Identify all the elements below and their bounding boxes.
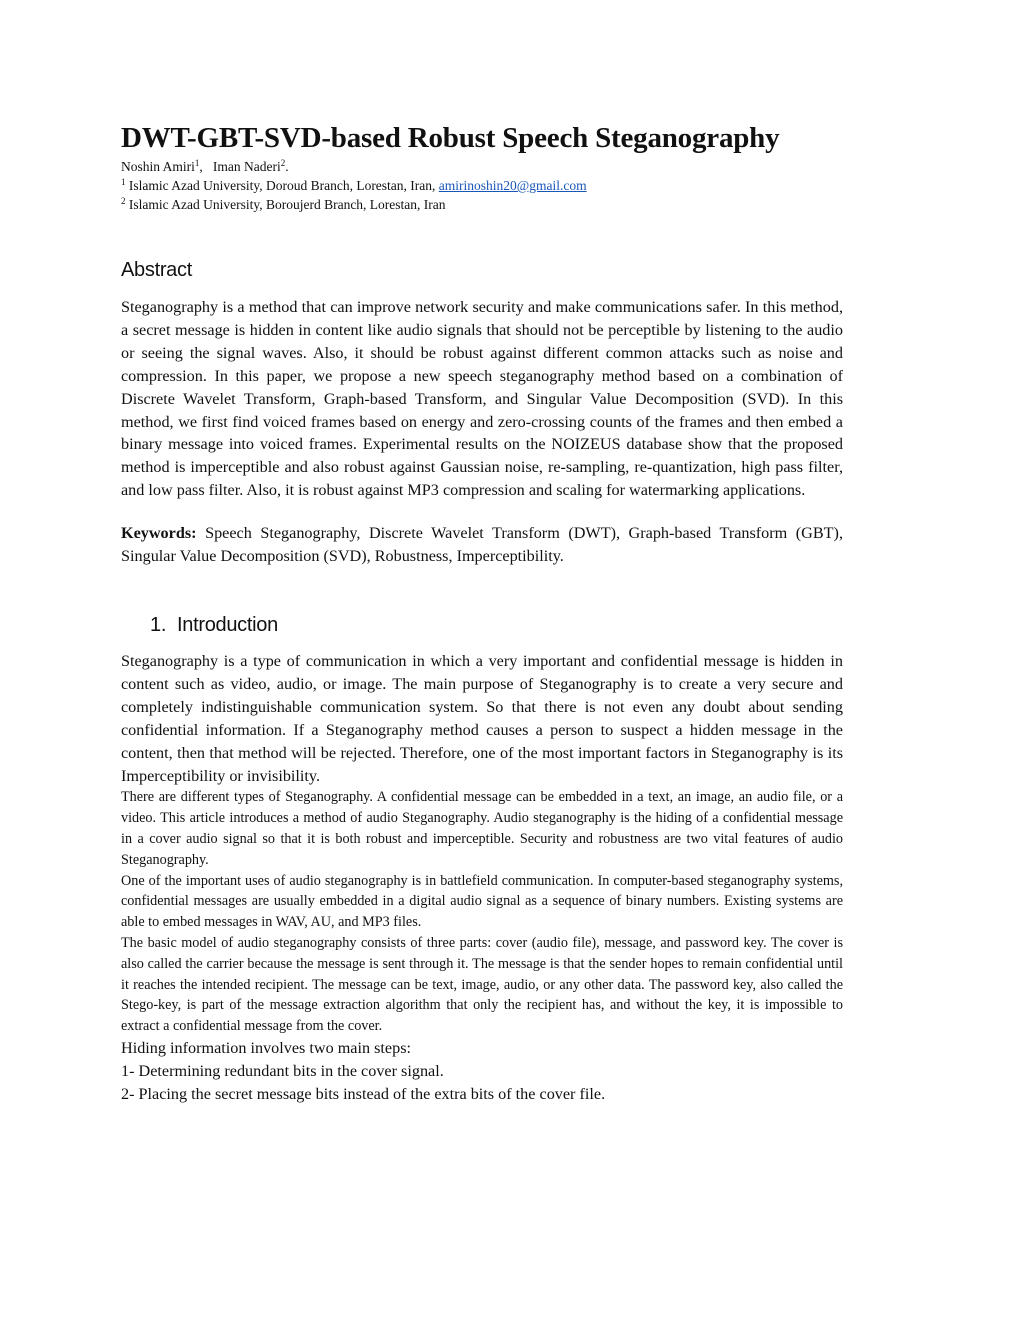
abstract-heading: Abstract xyxy=(121,259,192,281)
author-separator: , xyxy=(199,159,203,174)
keywords-label: Keywords: xyxy=(121,524,197,543)
affiliation-mark: 1 xyxy=(121,177,126,187)
intro-paragraph-5: Hiding information involves two main steps: xyxy=(121,1038,411,1057)
list-item: 2- Placing the secret message bits instead of the extra bits of the cover file. xyxy=(121,1084,606,1103)
paper-page xyxy=(121,120,843,1106)
affiliation-1 xyxy=(121,176,843,195)
intro-paragraph-2: There are different types of Steganography. A confidential message can be embedded in a text, an image, an audio file, or a video. This article introduces a method of audio Steganography. Audio steganography is the hiding of a confidential message in a cover audio signal so that it is both robust and imperceptible. Security and robustness are two vital features of audio Steganography. xyxy=(121,789,843,868)
affiliation-text: Islamic Azad University, Doroud Branch, Lorestan, Iran, xyxy=(128,178,436,193)
author-email-link[interactable]: amirinoshin20@gmail.com xyxy=(438,178,587,193)
author-line-end: . xyxy=(285,159,289,174)
keywords-paragraph xyxy=(121,522,843,568)
section-title: Introduction xyxy=(177,613,278,636)
intro-paragraph-1: Steganography is a type of communication in which a very important and confidential message is hidden in content such as video, audio, or image. The main purpose of Steganography is to create a very secure and completely indistinguishable communication system. So that there is not even any doubt about sending confidential information. If a Steganography method causes a person to suspect a hidden message in the content, then that method will be rejected. Therefore, one of the most important factors in Steganography is its Imperceptibility or invisibility. xyxy=(121,651,843,785)
affiliation-text: Islamic Azad University, Boroujerd Branch, Lorestan, Iran xyxy=(128,197,446,212)
paper-title: DWT-GBT-SVD-based Robust Speech Steganography xyxy=(121,122,780,154)
author-line xyxy=(121,157,843,176)
keywords-text: Speech Steganography, Discrete Wavelet Transform (DWT), Graph-based Transform (GBT), Singular Value Decomposition (SVD), Robustness, Imperceptibility. xyxy=(121,524,843,566)
author-name: Noshin Amiri xyxy=(121,159,195,174)
introduction-heading xyxy=(121,614,843,637)
author-affil-mark: 2 xyxy=(280,158,286,168)
section-number: 1. xyxy=(150,613,167,636)
abstract-text: Steganography is a method that can improve network security and make communications safer. In this method, a secret message is hidden in content like audio signals that should not be perceptible by listening to the audio or seeing the signal waves. Also, it should be robust against different common attacks such as noise and compression. In this paper, we propose a new speech steganography method based on a combination of Discrete Wavelet Transform, Graph-based Transform, and Singular Value Decomposition (SVD). In this method, we first find voiced frames based on energy and zero-crossing counts of the frames and then embed a binary message into voiced frames. Experimental results on the NOIZEUS database show that the proposed method is imperceptible and also robust against Gaussian noise, re-sampling, re-quantization, high pass filter, and low pass filter. Also, it is robust against MP3 compression and scaling for watermarking applications. xyxy=(121,298,843,500)
affiliation-2 xyxy=(121,195,843,214)
author-name: Iman Naderi xyxy=(212,159,281,174)
author-affil-mark: 1 xyxy=(194,158,200,168)
intro-paragraph-3: One of the important uses of audio steganography is in battlefield communication. In computer-based steganography systems, confidential messages are usually embedded in a digital audio signal as a sequence of binary numbers. Existing systems are able to embed messages in WAV, AU, and MP3 files. xyxy=(121,872,843,931)
introduction-body xyxy=(121,650,843,1106)
list-item: 1- Determining redundant bits in the cover signal. xyxy=(121,1061,444,1080)
affiliation-mark: 2 xyxy=(121,196,126,206)
intro-paragraph-4: The basic model of audio steganography consists of three parts: cover (audio file), message, and password key. The cover is also called the carrier because the message is sent through it. The message is that the sender hopes to remain confidential until it reaches the intended recipient. The message can be text, image, audio, or any other data. The password key, also called the Stego-key, is part of the message extraction algorithm that only the recipient has, and without the key, it is impossible to extract a confidential message from the cover. xyxy=(121,934,843,1035)
